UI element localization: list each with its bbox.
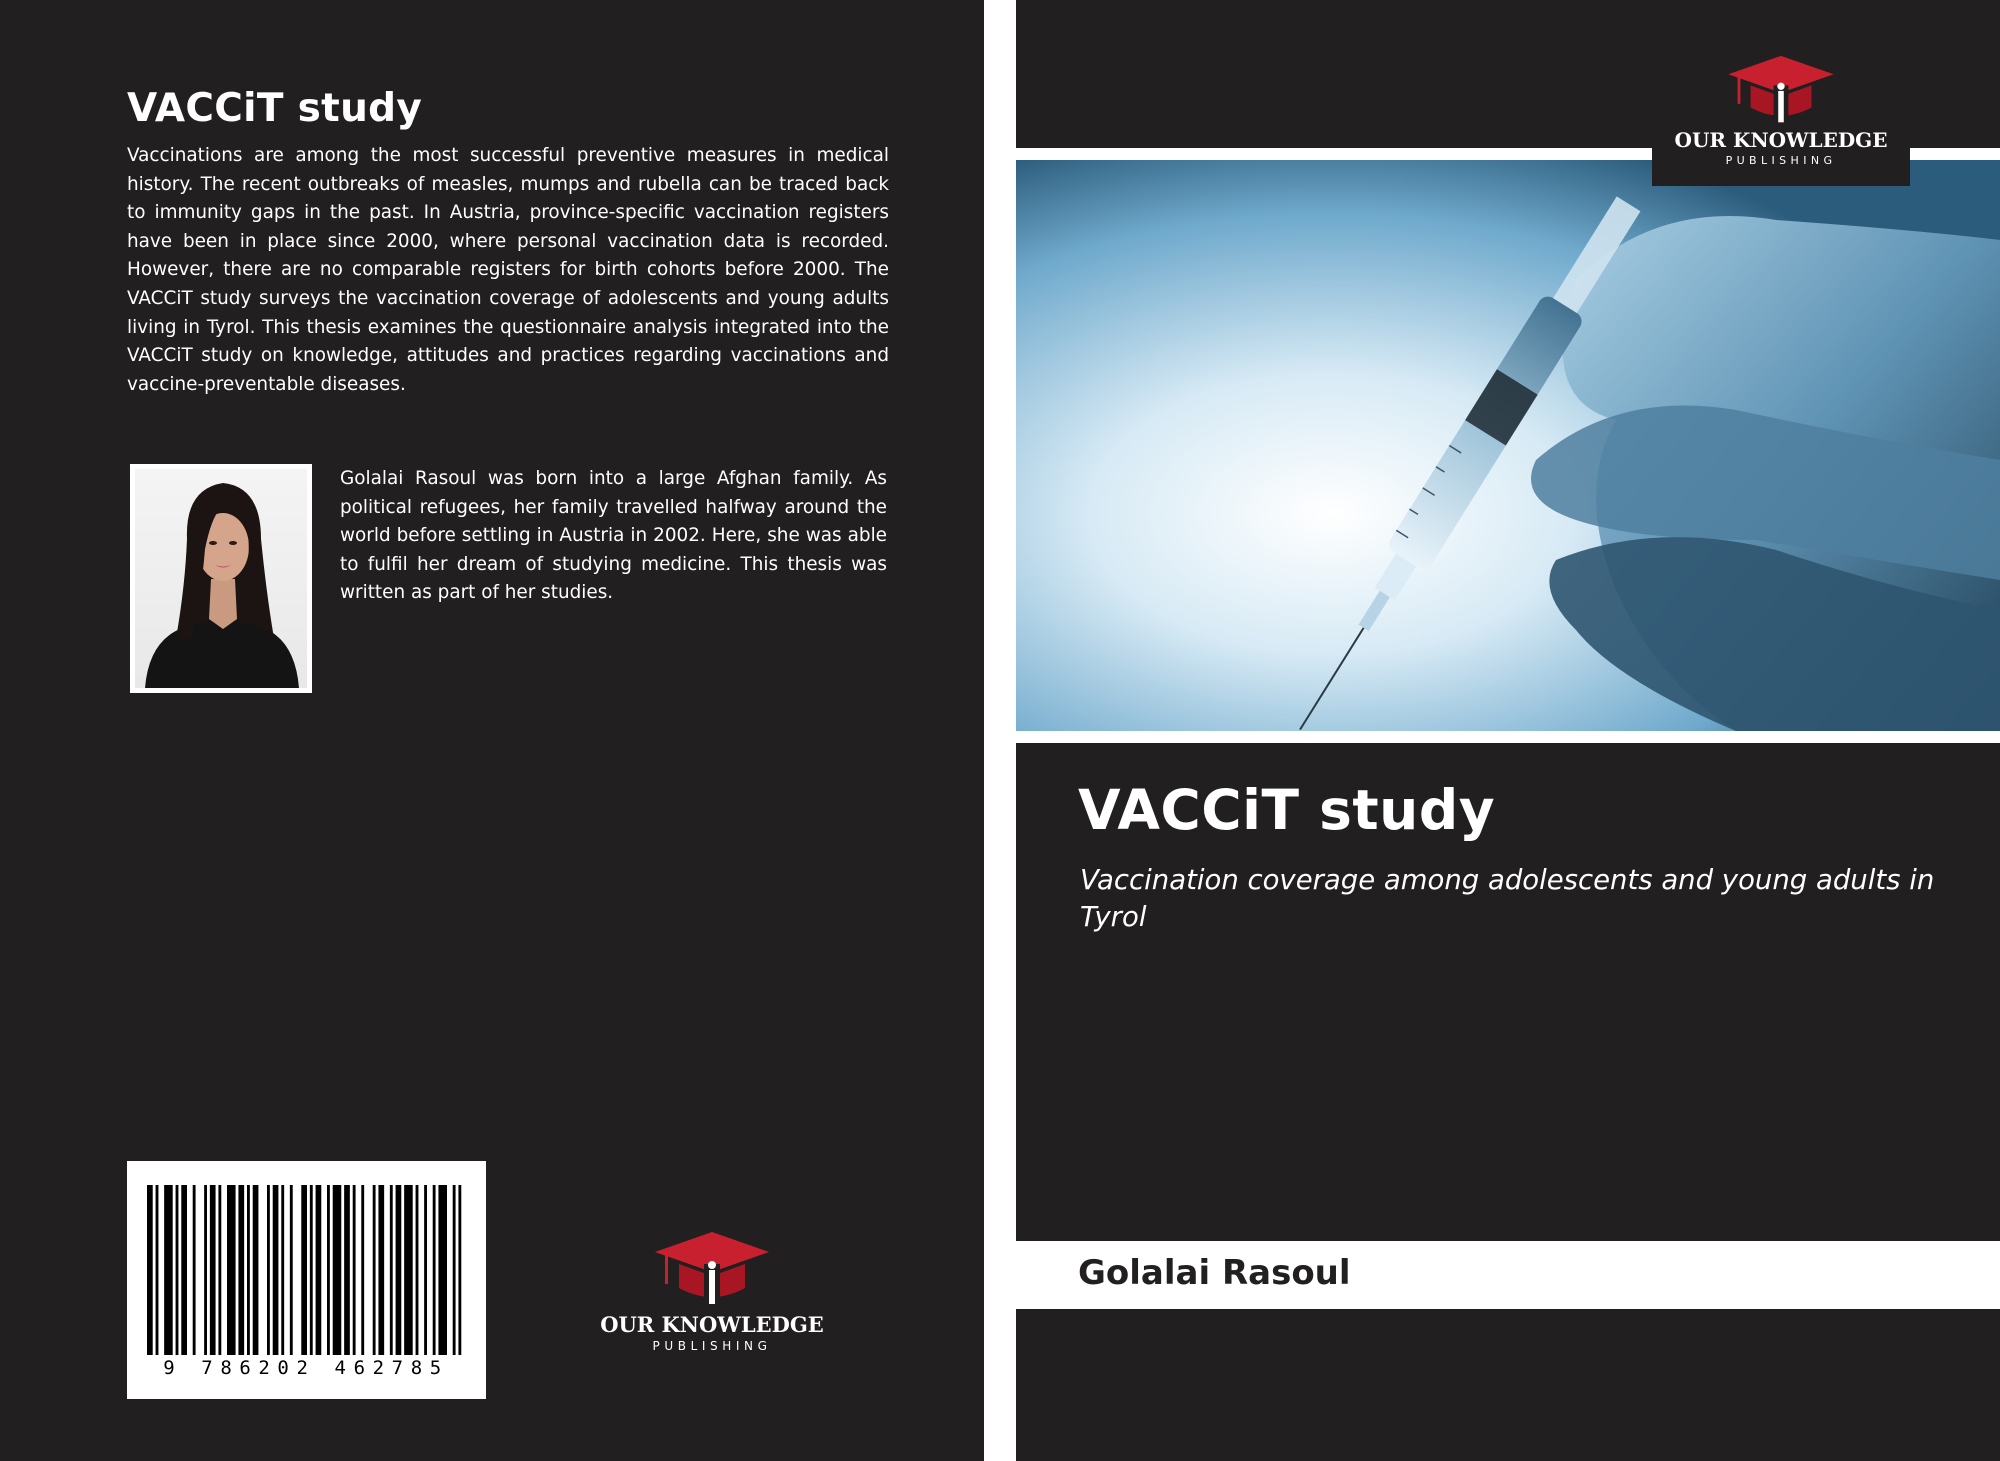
barcode-bar	[181, 1185, 187, 1355]
barcode-bar	[333, 1185, 342, 1355]
syringe-photo	[1016, 160, 2000, 731]
front-cover-subtitle: Vaccination coverage among adolescents and young adults in Tyrol	[1080, 864, 1935, 933]
barcode-bar	[361, 1185, 364, 1355]
author-name: Golalai Rasoul	[1078, 1253, 1351, 1293]
barcode-bar	[253, 1185, 259, 1355]
publisher-logo-back	[592, 1230, 832, 1353]
barcode-bar	[176, 1185, 179, 1355]
publisher-logo-front	[1652, 0, 1910, 186]
barcode-bar	[438, 1185, 447, 1355]
barcode-bar	[310, 1185, 313, 1355]
barcode-bar	[210, 1185, 216, 1355]
barcode-bar	[273, 1185, 279, 1355]
barcode-bar	[404, 1185, 413, 1355]
barcode-bar	[238, 1185, 244, 1355]
author-portrait-image	[135, 469, 307, 688]
publisher-name: OUR KNOWLEDGE	[1674, 128, 1888, 152]
barcode-bar	[373, 1185, 376, 1355]
barcode-bar	[156, 1185, 159, 1355]
barcode-bar	[147, 1185, 153, 1355]
barcode-bars	[147, 1185, 467, 1355]
front-cover	[1016, 0, 2000, 1461]
barcode-bar	[396, 1185, 402, 1355]
graduation-cap-icon	[653, 1230, 771, 1308]
barcode-bar	[290, 1185, 293, 1355]
barcode-bar	[433, 1185, 436, 1355]
barcode-bar	[378, 1185, 384, 1355]
barcode-bar	[344, 1185, 350, 1355]
barcode-bar	[316, 1185, 322, 1355]
author-bio: Golalai Rasoul was born into a large Afghan family. As political refugees, her family travelled halfway around the world before settling in Austria in 2002. Here, she was able to fulfil her dream of studying medicine. This thesis was written as part of her studies.	[340, 468, 887, 604]
back-cover-blurb: Vaccinations are among the most successful preventive measures in medical history. The recent outbreaks of measles, mumps and rubella can be traced back to immunity gaps in the past. In Austria, province-specific vaccination registers have been in place since 2000, where personal vaccination data is recorded. However, there are no comparable registers for birth cohorts before 2000. The VACCiT study surveys the vaccination coverage of adolescents and young adults living in Tyrol. This thesis examines the questionnaire analysis integrated into the VACCiT study on knowledge, attitudes and practices regarding vaccinations and vaccine-preventable diseases.	[127, 145, 889, 395]
barcode-bar	[458, 1185, 461, 1355]
barcode-bar	[193, 1185, 196, 1355]
barcode-bar	[267, 1185, 270, 1355]
barcode-bar	[218, 1185, 221, 1355]
back-cover	[0, 0, 984, 1461]
cover-photo-band	[1016, 148, 2000, 743]
barcode-bar	[424, 1185, 427, 1355]
publisher-name: OUR KNOWLEDGE	[600, 1312, 824, 1337]
barcode-bar	[164, 1185, 173, 1355]
barcode-bar	[390, 1185, 393, 1355]
barcode-bar	[353, 1185, 356, 1355]
barcode-bar	[301, 1185, 307, 1355]
isbn-digits: 9 786202 462785	[163, 1357, 449, 1379]
publisher-sub: PUBLISHING	[652, 1339, 772, 1353]
barcode-bar	[281, 1185, 284, 1355]
front-cover-title: VACCiT study	[1078, 778, 1496, 842]
barcode-bar	[247, 1185, 250, 1355]
barcode-bar	[227, 1185, 236, 1355]
author-band	[1016, 1241, 2000, 1309]
publisher-sub: PUBLISHING	[1725, 154, 1837, 167]
barcode-bar	[327, 1185, 330, 1355]
barcode-bar	[453, 1185, 456, 1355]
barcode-bar	[204, 1185, 207, 1355]
author-photo	[130, 464, 312, 693]
graduation-cap-icon	[1725, 54, 1837, 126]
back-cover-title: VACCiT study	[127, 86, 423, 131]
isbn-barcode	[127, 1161, 486, 1399]
barcode-bar	[416, 1185, 419, 1355]
